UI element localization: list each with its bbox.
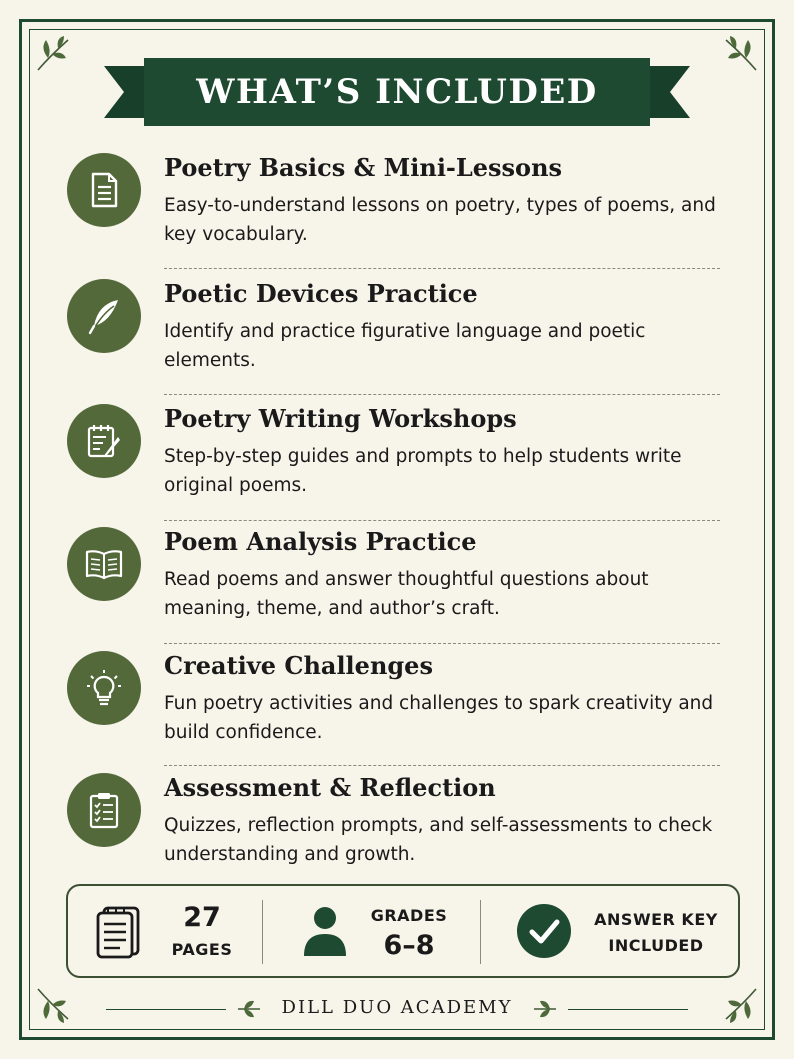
icon-badge bbox=[67, 773, 141, 847]
icon-badge bbox=[67, 404, 141, 478]
dashed-divider bbox=[164, 643, 720, 644]
lightbulb-icon bbox=[84, 668, 124, 708]
list-item bbox=[66, 153, 726, 263]
corner-leaf-ornament-icon bbox=[718, 32, 762, 76]
clipboard-checklist-icon bbox=[84, 790, 124, 830]
quill-icon bbox=[84, 296, 124, 336]
item-title: Creative Challenges bbox=[164, 651, 433, 680]
footer-rule-right bbox=[568, 1009, 688, 1010]
grades-range: 6–8 bbox=[383, 930, 435, 961]
grades-label: GRADES bbox=[370, 906, 448, 925]
item-description: Step-by-step guides and prompts to help students write original poems. bbox=[164, 446, 682, 496]
leaf-sprig-icon bbox=[532, 997, 558, 1021]
brand-name: DILL DUO ACADEMY bbox=[281, 997, 513, 1018]
item-description: Fun poetry activities and challenges to spark creativity and build confidence. bbox=[164, 693, 714, 743]
item-title: Assessment & Reflection bbox=[164, 773, 496, 802]
document-icon bbox=[84, 170, 124, 210]
dashed-divider bbox=[164, 394, 720, 395]
answer-key-line1: ANSWER KEY bbox=[594, 910, 718, 929]
pages-count: 27 bbox=[183, 902, 221, 933]
list-item bbox=[66, 404, 726, 514]
list-item bbox=[66, 773, 726, 883]
page-title: WHAT’S INCLUDED bbox=[196, 72, 598, 112]
list-item bbox=[66, 651, 726, 761]
item-title: Poem Analysis Practice bbox=[164, 527, 477, 556]
item-description: Quizzes, reflection prompts, and self-assessments to check understanding and growth. bbox=[164, 815, 713, 865]
pages-stack-icon bbox=[94, 906, 152, 960]
footer bbox=[0, 994, 794, 1024]
icon-badge bbox=[67, 651, 141, 725]
item-description: Identify and practice figurative language and poetic elements. bbox=[164, 321, 646, 371]
item-title: Poetry Writing Workshops bbox=[164, 404, 517, 433]
dashed-divider bbox=[164, 520, 720, 521]
icon-badge bbox=[67, 279, 141, 353]
item-title: Poetic Devices Practice bbox=[164, 279, 478, 308]
open-book-icon bbox=[84, 544, 124, 584]
title-banner bbox=[104, 54, 690, 130]
dashed-divider bbox=[164, 268, 720, 269]
item-description: Easy-to-understand lessons on poetry, types of poems, and key vocabulary. bbox=[164, 195, 716, 245]
stat-divider bbox=[262, 900, 263, 964]
corner-leaf-ornament-icon bbox=[32, 32, 76, 76]
list-item bbox=[66, 279, 726, 389]
item-description: Read poems and answer thoughtful questions about meaning, theme, and author’s craft. bbox=[164, 569, 649, 619]
answer-key-line2: INCLUDED bbox=[608, 936, 704, 955]
pages-label: PAGES bbox=[171, 940, 233, 959]
check-circle-icon bbox=[516, 903, 572, 959]
dashed-divider bbox=[164, 765, 720, 766]
stat-divider bbox=[480, 900, 481, 964]
list-item bbox=[66, 527, 726, 637]
icon-badge bbox=[67, 527, 141, 601]
item-title: Poetry Basics & Mini-Lessons bbox=[164, 153, 563, 182]
icon-badge bbox=[67, 153, 141, 227]
stats-box bbox=[66, 884, 740, 978]
person-icon bbox=[300, 904, 350, 958]
notepad-pencil-icon bbox=[84, 421, 124, 461]
